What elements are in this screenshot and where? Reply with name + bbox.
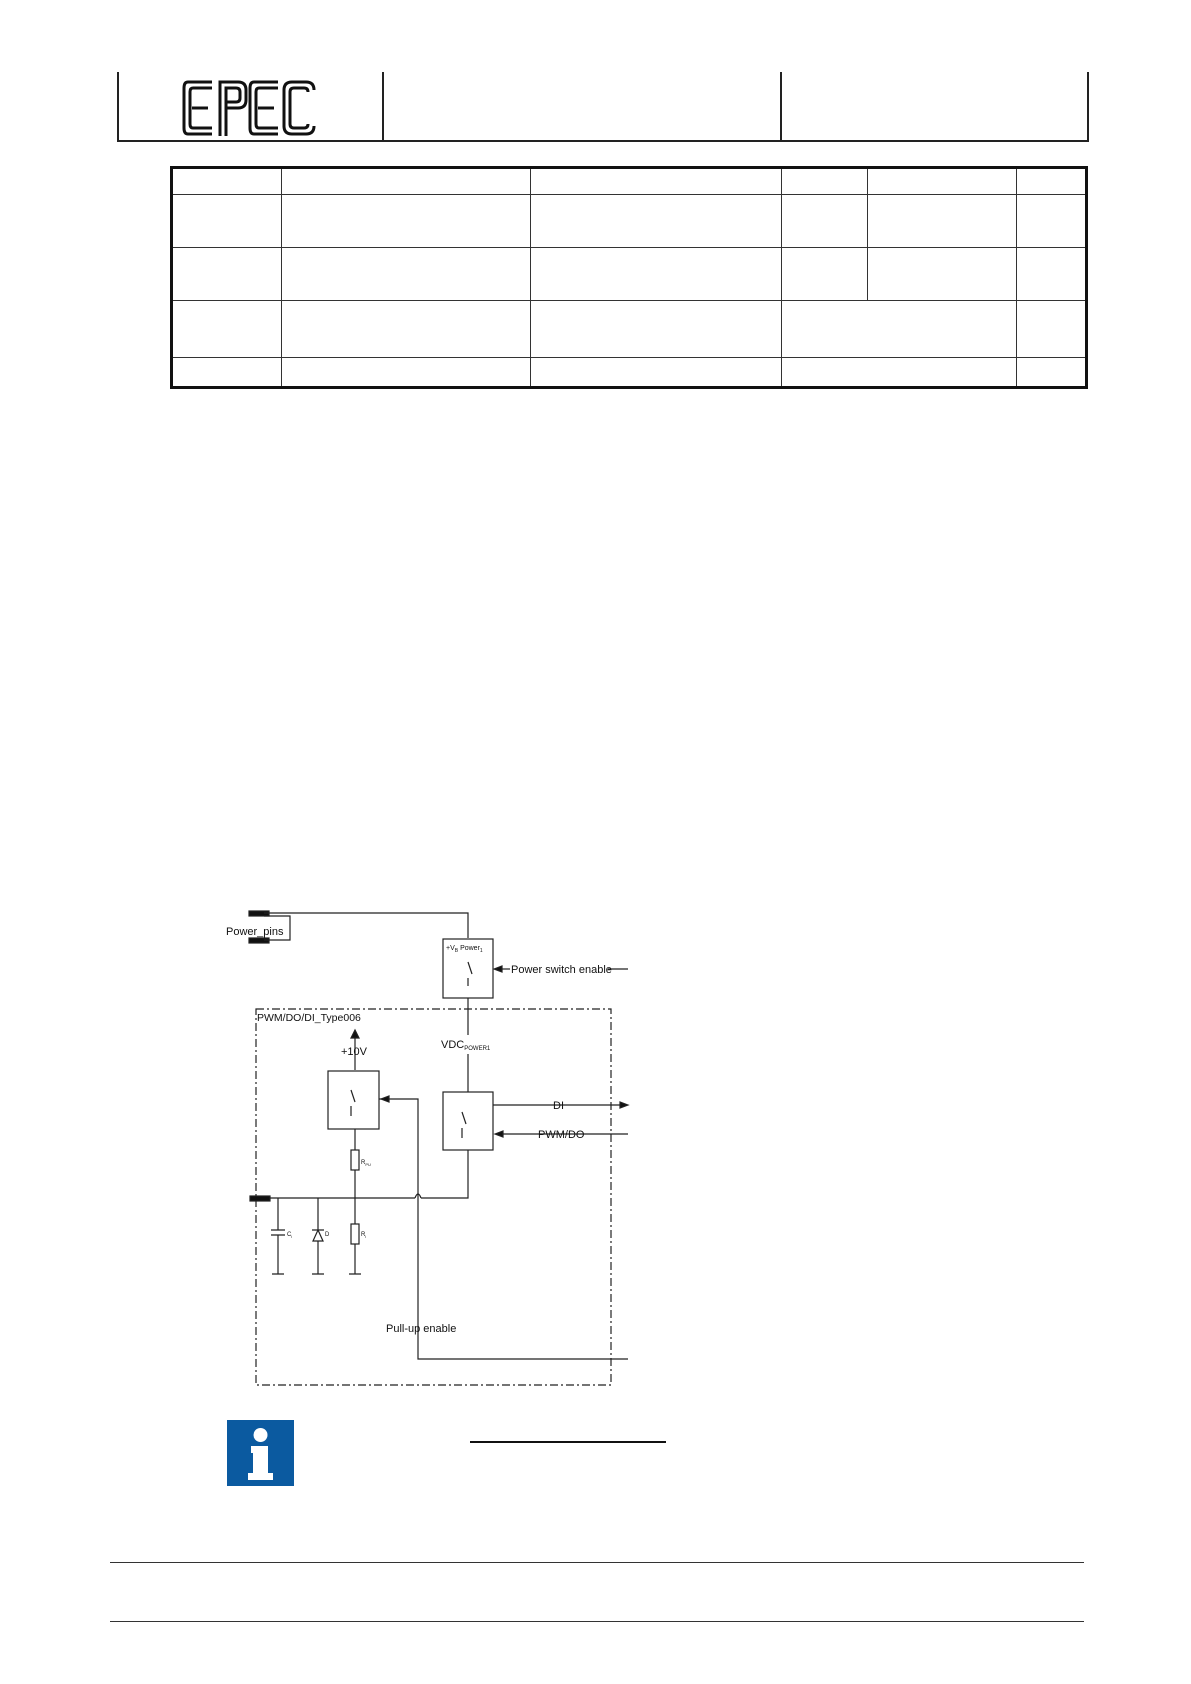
diode-d (312, 1198, 324, 1274)
pwm-do-label: PWM/DO (538, 1129, 585, 1141)
rpu-label: $R_{PU}$ (361, 1160, 371, 1167)
table-cell (282, 301, 531, 358)
table-cell (531, 168, 782, 195)
vcc-arrow (351, 1030, 359, 1038)
header-divider (117, 72, 119, 142)
footer-rule-top (110, 1562, 1084, 1563)
output-switch-block (443, 1092, 493, 1150)
footer-rule-bottom (110, 1621, 1084, 1622)
table-cell (282, 358, 531, 388)
table-row (172, 301, 1087, 358)
output-switch-symbol (462, 1112, 466, 1138)
capacitor-ci (271, 1198, 285, 1274)
table-row (172, 195, 1087, 248)
table-row (172, 358, 1087, 388)
table-cell (782, 168, 868, 195)
header-divider (780, 72, 782, 142)
table-cell (782, 358, 1017, 388)
circuit-schematic (200, 900, 640, 1400)
table-cell (868, 248, 1017, 301)
power-switch-symbol (468, 962, 472, 986)
table-cell (1017, 168, 1087, 195)
table-cell (172, 358, 282, 388)
table-cell (782, 248, 868, 301)
module-type-label: PWM/DO/DI_Type006 (257, 1012, 361, 1024)
header-divider (1087, 72, 1089, 142)
table-cell (172, 168, 282, 195)
vdc-label: VDCPOWER1 (441, 1039, 491, 1052)
power-line (264, 913, 468, 938)
power-block-label: $+V_B$ Power$_1$ (446, 945, 483, 954)
table-cell (782, 195, 868, 248)
table-cell (868, 168, 1017, 195)
table-cell (282, 248, 531, 301)
pullup-enable-line (379, 1099, 628, 1359)
pullup-enable-arrow (381, 1096, 389, 1102)
table-cell (1017, 301, 1087, 358)
power-switch-enable-label: Power switch enable (511, 964, 612, 976)
table-cell (868, 195, 1017, 248)
di-arrow (620, 1102, 628, 1108)
revision-table (170, 166, 1088, 389)
table-cell (1017, 358, 1087, 388)
pullup-switch-symbol (351, 1090, 355, 1116)
power-pins-label: Power_pins (226, 926, 284, 938)
table-cell (531, 301, 782, 358)
table-cell (1017, 195, 1087, 248)
ci-label: $C_i$ (287, 1232, 293, 1239)
table-cell (531, 358, 782, 388)
input-pin (250, 1196, 270, 1201)
table-cell (282, 168, 531, 195)
table-cell (531, 248, 782, 301)
table-cell (782, 301, 1017, 358)
header-divider (382, 72, 384, 142)
pullup-switch-block (328, 1071, 379, 1129)
page-header (117, 72, 1089, 142)
plus10v-label: +10V (341, 1046, 367, 1058)
table-row (172, 168, 1087, 195)
output-to-node (421, 1150, 468, 1198)
table-cell (172, 301, 282, 358)
table-row (172, 248, 1087, 301)
ri-label: $R_i$ (361, 1232, 367, 1239)
di-label: DI (553, 1100, 564, 1112)
company-logo (182, 78, 316, 138)
rpu-resistor (351, 1150, 359, 1170)
table-cell (172, 248, 282, 301)
ri-wire (349, 1244, 361, 1274)
table-cell (531, 195, 782, 248)
ri-resistor (351, 1224, 359, 1244)
table-cell (1017, 248, 1087, 301)
pullup-enable-label: Pull-up enable (386, 1323, 457, 1335)
note-link-underline[interactable] (470, 1440, 666, 1443)
power-enable-arrow (494, 966, 502, 972)
table-cell (282, 195, 531, 248)
diode-d-body (313, 1230, 323, 1241)
header-baseline (117, 140, 1089, 142)
info-icon (227, 1420, 294, 1486)
pwm-arrow (495, 1131, 503, 1137)
d-label: D (325, 1232, 330, 1238)
table-cell (172, 195, 282, 248)
